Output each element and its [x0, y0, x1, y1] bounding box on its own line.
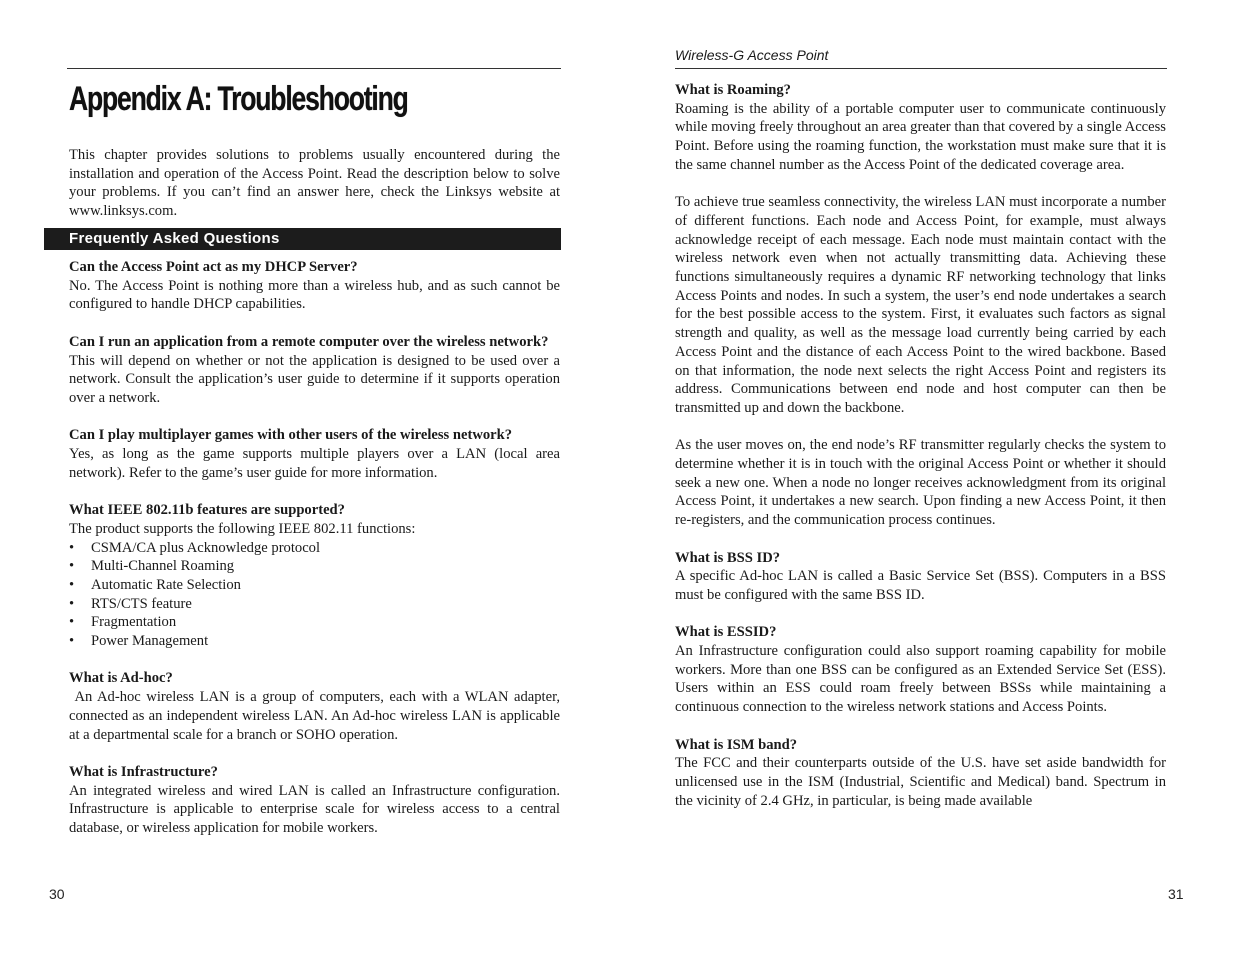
left-faq-body [69, 258, 564, 838]
section-heading-faq: Frequently Asked Questions [44, 228, 561, 250]
faq-answer-ism: The FCC and their counterparts outside of the U.S. have set aside bandwidth for unlicensed use in the ISM (Industrial, Scientific and Medical) band. Spectrum in the vicinity of 2.4 GHz, in particular, is being made available [675, 755, 1166, 809]
faq-answer-bssid: A specific Ad-hoc LAN is called a Basic Service Set (BSS). Computers in a BSS must be configured with the same BSS ID. [675, 568, 1166, 603]
top-rule-left [67, 68, 561, 69]
faq-question-ism: What is ISM band? [675, 736, 798, 753]
top-rule-right [675, 68, 1167, 69]
faq-question-infrastructure: What is Infrastructure? [69, 763, 218, 780]
list-item: • RTS/CTS feature [69, 595, 560, 614]
list-item: • Fragmentation [69, 613, 560, 632]
faq-answer-infrastructure: An integrated wireless and wired LAN is called an Infrastructure configuration. Infrastructure is applicable to enterprise scale for wireless access to a central database, or wireless application for mobile workers. [69, 782, 560, 837]
list-item: • Automatic Rate Selection [69, 576, 560, 595]
list-item: • Multi-Channel Roaming [69, 557, 560, 576]
faq-answer-roaming-p3: As the user moves on, the end node’s RF transmitter regularly checks the system to determine whether it is in touch with the original Access Point or whether it should seek a new one. When a node no longer receives acknowledgment from its original Access Point, it undertakes a new search. Upon finding a new Access Point, it then re-registers, and the communication process continues. [675, 437, 1166, 529]
faq-answer-ieee-lead: The product supports the following IEEE 802.11 functions: [69, 520, 416, 537]
faq-answer-remote-app: This will depend on whether or not the application is designed to be used over a network. Consult the application’s user guide to determine if it supports operation over a network. [69, 352, 560, 406]
intro-paragraph: This chapter provides solutions to problems usually encountered during the installation and operation of the Access Point. Read the description below to solve your problems. If you can’t find an answer here, check the Linksys website at www.linksys.com. [69, 147, 560, 220]
page-number-right: 31 [1168, 886, 1184, 902]
faq-question-multiplayer: Can I play multiplayer games with other users of the wireless network? [69, 427, 513, 444]
faq-answer-dhcp: No. The Access Point is nothing more than a wireless hub, and as such cannot be configured to handle DHCP capabilities. [69, 277, 560, 313]
faq-answer-adhoc: An Ad-hoc wireless LAN is a group of computers, each with a WLAN adapter, connected as an independent wireless LAN. An Ad-hoc wireless LAN is applicable at a departmental scale for a branch or SOHO operation. [69, 689, 564, 743]
running-head: Wireless-G Access Point [675, 47, 829, 63]
faq-question-adhoc: What is Ad-hoc? [69, 670, 173, 687]
right-faq-body [675, 81, 1166, 810]
faq-question-essid: What is ESSID? [675, 624, 777, 641]
faq-answer-essid: An Infrastructure configuration could also support roaming capability for mobile workers. More than one BSS can be configured as an Extended Service Set (ESS). Users within an ESS could roam freely between BSSs while maintaining a continuous connection to the wireless network stations and Access Points. [675, 643, 1166, 716]
faq-question-dhcp: Can the Access Point act as my DHCP Server? [69, 259, 358, 275]
faq-answer-roaming-p1: Roaming is the ability of a portable computer user to communicate continuously while moving freely throughout an area greater than that covered by a single Access Point. Before using the roaming function, the workstation must make sure that it is the same channel number as the Access Point of the dedicated coverage area. [675, 100, 1166, 173]
faq-question-ieee: What IEEE 802.11b features are supported? [69, 502, 345, 519]
list-item: • Power Management [69, 632, 560, 651]
faq-question-remote-app: Can I run an application from a remote computer over the wireless network? [69, 333, 549, 350]
ieee-feature-list [69, 539, 560, 651]
chapter-title: Appendix A: Troubleshooting [69, 80, 408, 118]
faq-answer-roaming-p2: To achieve true seamless connectivity, the wireless LAN must incorporate a number of different functions. Each node and Access Point, for example, must always acknowledge receipt of each message. Each node must maintain contact with the wireless network even when not actually transmitting data. Achieving these functions simultaneously requires a dynamic RF networking technology that links Access Points and nodes. In such a system, the user’s end node undertakes a search for the best possible access to the system. First, it evaluates such factors as signal strength and quality, as well as the message load currently being carried by each Access Point and the distance of each Access Point to the wired backbone. Based on that information, the node next selects the right Access Point and registers its address. Communications between end node and host computer can then be transmitted up and down the backbone. [675, 194, 1166, 416]
list-item: • CSMA/CA plus Acknowledge protocol [69, 539, 560, 558]
faq-answer-multiplayer: Yes, as long as the game supports multiple players over a LAN (local area network). Refer to the game’s user guide for more information. [69, 446, 560, 481]
faq-question-roaming: What is Roaming? [675, 82, 791, 98]
page-number-left: 30 [49, 886, 65, 902]
faq-question-bssid: What is BSS ID? [675, 549, 781, 566]
